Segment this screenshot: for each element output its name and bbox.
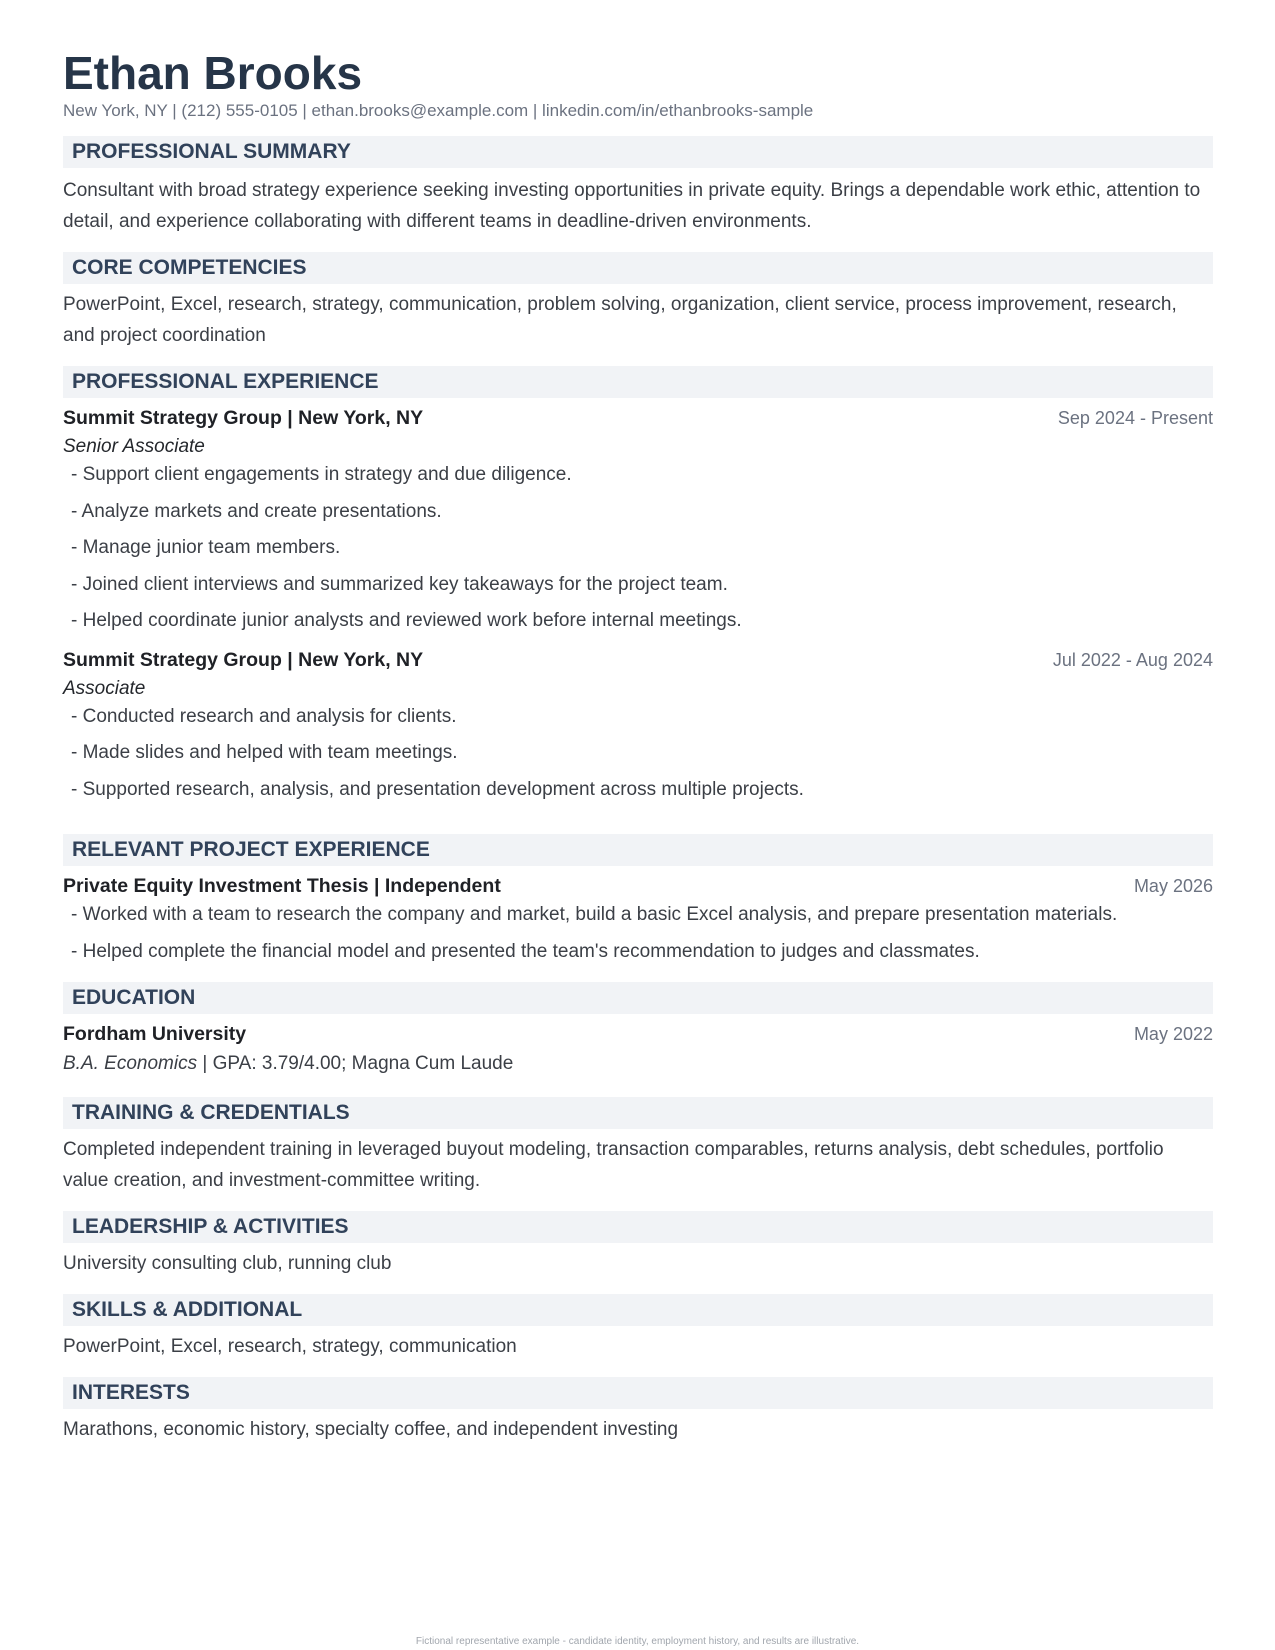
degree-line xyxy=(63,1049,1213,1079)
job-bullets xyxy=(63,457,1213,640)
disclaimer-footer: Fictional representative example - candidate identity, employment history, and results are illustrative. xyxy=(415,1636,860,1647)
education-header xyxy=(63,1019,1213,1049)
bullet-item: - Supported research, analysis, and presentation development across multiple projects. xyxy=(71,778,804,800)
interests-text: Marathons, economic history, specialty coffee, and independent investing xyxy=(63,1419,679,1440)
bullet-item: - Analyze markets and create presentations. xyxy=(71,500,442,522)
training-section xyxy=(63,1097,1213,1196)
competencies-heading: CORE COMPETENCIES xyxy=(63,252,1213,284)
project-title: Private Equity Investment Thesis | Independent xyxy=(63,875,501,897)
candidate-name: Ethan Brooks xyxy=(63,47,363,99)
project-bullets xyxy=(63,897,1213,970)
graduation-date: May 2022 xyxy=(1133,1024,1213,1044)
projects-section xyxy=(63,834,1213,970)
competencies-text: PowerPoint, Excel, research, strategy, communication, problem solving, organization, client service, process improvement, research, and project coordination xyxy=(63,294,1177,346)
school-name: Fordham University xyxy=(63,1023,247,1045)
summary-heading: PROFESSIONAL SUMMARY xyxy=(63,136,1213,168)
bullet-item: - Made slides and helped with team meetings. xyxy=(71,742,458,763)
bullet-item: - Helped coordinate junior analysts and reviewed work before internal meetings. xyxy=(71,610,742,631)
summary-section xyxy=(63,136,1213,237)
summary-text: Consultant with broad strategy experience seeking investing opportunities in private equity. Brings a dependable work ethic, attention to detail, and experience collaborating with different teams in deadline-driven environments. xyxy=(63,180,1201,232)
bullet-item: - Support client engagements in strategy and due diligence. xyxy=(71,464,572,485)
experience-section xyxy=(63,366,1213,808)
interests-heading: INTERESTS xyxy=(63,1377,1213,1409)
competencies-section xyxy=(63,252,1213,351)
projects-heading: RELEVANT PROJECT EXPERIENCE xyxy=(63,834,1213,866)
job-entry xyxy=(63,645,1213,809)
bullet-item: - Manage junior team members. xyxy=(71,537,341,558)
skills-text: PowerPoint, Excel, research, strategy, communication xyxy=(63,1336,517,1357)
education-heading: EDUCATION xyxy=(63,982,1213,1014)
leadership-heading: LEADERSHIP & ACTIVITIES xyxy=(63,1211,1213,1243)
job-bullets xyxy=(63,699,1213,809)
training-text: Completed independent training in leveraged buyout modeling, transaction comparables, returns analysis, debt schedules, portfolio value creation, and investment-committee writing. xyxy=(63,1139,1164,1191)
bullet-item: - Joined client interviews and summarized key takeaways for the project team. xyxy=(71,573,728,595)
job-title: Summit Strategy Group | New York, NY xyxy=(63,648,424,671)
education-entry xyxy=(63,1019,1213,1079)
bullet-item: - Conducted research and analysis for clients. xyxy=(71,705,457,727)
job-entry xyxy=(63,403,1213,640)
bullet-item: - Helped complete the financial model and presented the team's recommendation to judges and classmates. xyxy=(71,940,980,962)
bullet-item: - Worked with a team to research the company and market, build a basic Excel analysis, and prepare presentation materials. xyxy=(71,904,1118,925)
leadership-text: University consulting club, running club xyxy=(63,1253,392,1274)
job-date: Jul 2022 - Aug 2024 xyxy=(1052,649,1213,670)
degree-name: B.A. Economics xyxy=(63,1053,198,1074)
skills-section xyxy=(63,1294,1213,1362)
job-role: Senior Associate xyxy=(63,436,205,457)
job-header xyxy=(63,403,1213,433)
resume-page xyxy=(63,48,1213,1445)
leadership-section xyxy=(63,1211,1213,1279)
job-title: Summit Strategy Group | New York, NY xyxy=(63,407,424,429)
project-entry xyxy=(63,871,1213,970)
job-role: Associate xyxy=(63,677,146,699)
interests-section xyxy=(63,1377,1213,1445)
contact-line: New York, NY | (212) 555-0105 | ethan.brooks@example.com | linkedin.com/in/ethanbrooks-sample xyxy=(63,101,814,120)
education-section xyxy=(63,982,1213,1079)
skills-heading: SKILLS & ADDITIONAL xyxy=(63,1294,1213,1326)
experience-heading: PROFESSIONAL EXPERIENCE xyxy=(63,366,1213,398)
project-date: May 2026 xyxy=(1133,876,1213,896)
training-heading: TRAINING & CREDENTIALS xyxy=(63,1097,1213,1129)
job-header xyxy=(63,645,1213,675)
job-date: Sep 2024 - Present xyxy=(1057,408,1213,428)
degree-details: | GPA: 3.79/4.00; Magna Cum Laude xyxy=(197,1053,514,1074)
